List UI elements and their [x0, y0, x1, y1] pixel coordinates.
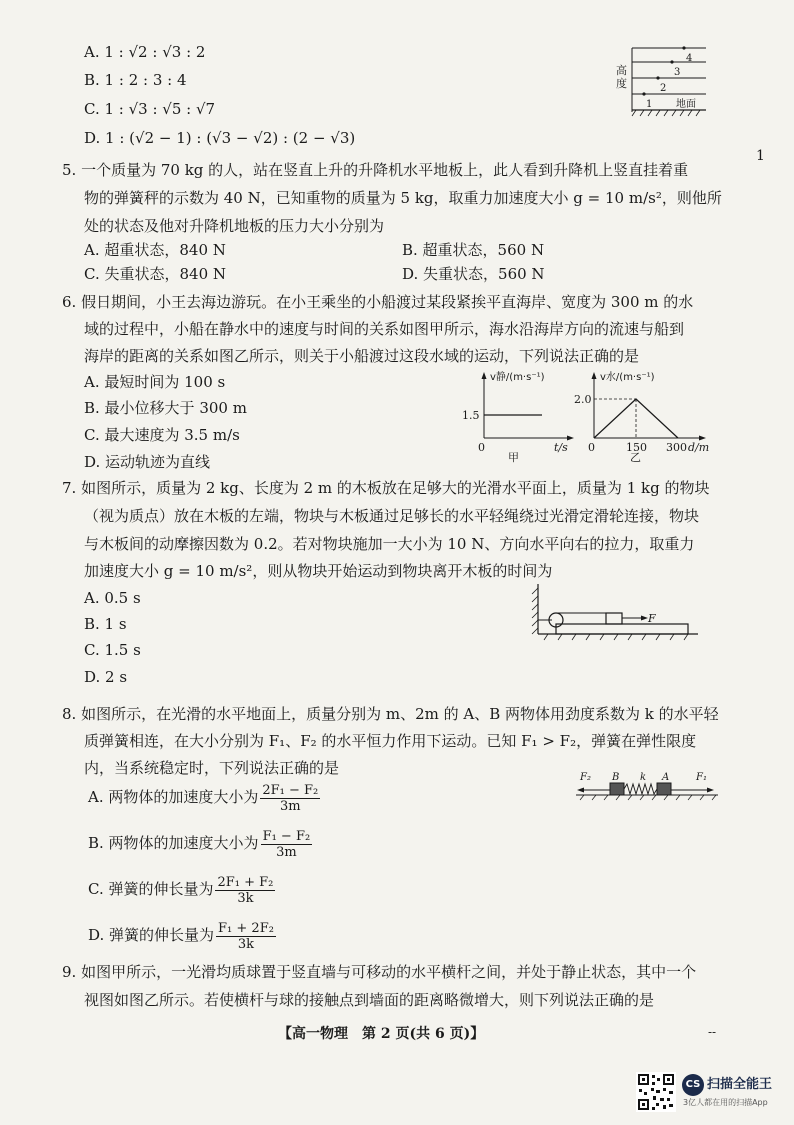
scanner-title: 扫描全能王	[707, 1077, 773, 1092]
q6-yi-peak-label: 2.0	[574, 393, 592, 406]
q8-option-c-den: 3k	[237, 890, 254, 906]
q8-option-c	[88, 872, 277, 906]
q7-option-c: C. 1.5 s	[84, 641, 141, 659]
q6-line-2: 域的过程中，小船在静水中的速度与时间的关系如图甲所示，海水沿海岸方向的流速与船到	[84, 320, 685, 338]
q8-option-d	[88, 918, 278, 952]
q6-jia-caption: 甲	[508, 451, 519, 464]
q6-yi-origin: 0	[588, 441, 595, 454]
q4-vertical-label-2: 度	[616, 77, 627, 90]
q8-line-2: 质弹簧相连，在大小分别为 F₁、F₂ 的水平恒力作用下运动。已知 F₁ > F₂，弹簧在弹性限度	[84, 732, 697, 750]
q4-height-figure	[614, 40, 720, 122]
q4-level-1: 1	[646, 99, 653, 110]
q8-f2-label: F₂	[580, 772, 591, 783]
q6-option-d: D. 运动轨迹为直线	[84, 453, 211, 471]
q8-option-d-prefix: D. 弹簧的伸长量为	[88, 926, 215, 944]
q4-vertical-label-1: 高	[616, 64, 627, 77]
q4-option-a: A. 1 : √2 : √3 : 2	[84, 43, 206, 61]
q7-force-label: F	[648, 612, 656, 625]
q7-block	[606, 613, 622, 624]
q4-ground-label: 地面	[676, 99, 696, 110]
q5-option-b: B. 超重状态，560 N	[402, 241, 545, 259]
q8-option-b-num: F₁ − F₂	[262, 828, 311, 844]
q8-option-c-fraction	[215, 875, 275, 906]
page-footer: 【高一物理 第 2 页(共 6 页)】	[278, 1026, 485, 1042]
q7-pulley-figure	[528, 582, 700, 642]
q8-b-label: B	[612, 772, 620, 783]
q5-option-d: D. 失重状态，560 N	[402, 265, 545, 283]
q7-option-d: D. 2 s	[84, 668, 128, 686]
q8-option-a-fraction	[260, 783, 320, 814]
q8-a-label: A	[662, 772, 670, 783]
camscanner-badge-icon: CS	[682, 1074, 704, 1096]
q6-option-a: A. 最短时间为 100 s	[84, 373, 226, 391]
q6-figure-yi	[574, 368, 714, 464]
q7-option-b: B. 1 s	[84, 615, 127, 633]
margin-mark: 1	[756, 148, 765, 164]
q8-option-c-prefix: C. 弹簧的伸长量为	[88, 880, 214, 898]
footer-dash: --	[708, 1025, 717, 1039]
q7-line-3: 与木板间的动摩擦因数为 0.2。若对物块施加一大小为 10 N、方向水平向右的拉力，取重力	[84, 535, 695, 553]
q6-option-c: C. 最大速度为 3.5 m/s	[84, 426, 240, 444]
q5-option-c: C. 失重状态，840 N	[84, 265, 227, 283]
q6-yi-x-mid: 150	[626, 441, 647, 454]
q8-option-d-den: 3k	[237, 936, 255, 952]
q4-option-d: D. 1 : (√2 − 1) : (√3 − √2) : (2 − √3)	[84, 129, 356, 147]
q6-figure-jia	[458, 368, 578, 464]
q8-line-1: 8. 如图所示，在光滑的水平地面上，质量分别为 m、2m 的 A、B 两物体用劲度系数为 k 的水平轻	[62, 705, 719, 723]
scanner-subtitle: 3亿人都在用的扫描App	[683, 1098, 768, 1107]
q8-block-a	[657, 783, 671, 795]
q6-yi-caption: 乙	[630, 451, 641, 464]
q8-option-a-num: 2F₁ − F₂	[262, 782, 319, 798]
q7-option-a: A. 0.5 s	[84, 589, 141, 607]
q7-board	[556, 624, 688, 634]
q8-option-d-num: F₁ + 2F₂	[218, 920, 274, 936]
q4-level-4: 4	[686, 53, 693, 64]
q6-line-3: 海岸的距离的关系如图乙所示，则关于小船渡过这段水域的运动，下列说法正确的是	[84, 347, 640, 365]
q8-option-b-fraction	[261, 829, 313, 860]
q9-line-1: 9. 如图甲所示，一光滑均质球置于竖直墙与可移动的水平横杆之间，并处于静止状态，其中一个	[62, 963, 697, 981]
q6-line-1: 6. 假日期间，小王去海边游玩。在小王乘坐的小船渡过某段紧挨平直海岸、宽度为 300 m 的水	[62, 293, 694, 311]
q5-line-1: 5. 一个质量为 70 kg 的人，站在竖直上升的升降机水平地板上，此人看到升降机上竖直挂着重	[62, 161, 689, 179]
q8-option-a	[88, 780, 322, 814]
q6-option-b: B. 最小位移大于 300 m	[84, 399, 247, 417]
q5-line-3: 处的状态及他对升降机地板的压力大小分别为	[84, 217, 385, 235]
q8-spring-figure	[574, 768, 720, 802]
q5-line-2: 物的弹簧秤的示数为 40 N，已知重物的质量为 5 kg，取重力加速度大小 g = 10 m/s²，则他所	[84, 189, 722, 207]
q6-jia-value-label: 1.5	[462, 409, 480, 422]
q8-option-d-fraction	[216, 921, 276, 952]
q4-option-c: C. 1 : √3 : √5 : √7	[84, 100, 216, 118]
q8-f1-label: F₁	[696, 772, 707, 783]
q8-option-b	[88, 826, 314, 860]
q6-yi-ylabel: v水/(m·s⁻¹)	[600, 372, 655, 383]
q9-line-2: 视图如图乙所示。若使横杆与球的接触点到墙面的距离略微增大，则下列说法正确的是	[84, 991, 655, 1009]
q6-yi-x-end: 300	[666, 441, 687, 454]
q8-option-b-prefix: B. 两物体的加速度大小为	[88, 834, 259, 852]
q7-line-4: 加速度大小 g = 10 m/s²，则从物块开始运动到物块离开木板的时间为	[84, 562, 553, 580]
q8-spring	[624, 784, 657, 794]
q7-line-1: 7. 如图所示，质量为 2 kg、长度为 2 m 的木板放在足够大的光滑水平面上，质量为 1 kg 的物块	[62, 479, 710, 497]
q6-jia-xlabel: t/s	[554, 441, 568, 454]
q8-k-label: k	[640, 772, 647, 783]
q8-option-c-num: 2F₁ + F₂	[217, 874, 274, 890]
q8-line-3: 内，当系统稳定时，下列说法正确的是	[84, 759, 340, 777]
q8-block-b	[610, 783, 624, 795]
q6-jia-ylabel: v静/(m·s⁻¹)	[490, 372, 545, 383]
q6-jia-origin: 0	[478, 441, 485, 454]
q8-option-b-den: 3m	[276, 844, 297, 860]
q4-option-b: B. 1 : 2 : 3 : 4	[84, 71, 187, 89]
q8-option-a-den: 3m	[280, 798, 301, 814]
q7-line-2: （视为质点）放在木板的左端，物块与木板通过足够长的水平轻绳绕过光滑定滑轮连接，物块	[84, 507, 700, 525]
q5-option-a: A. 超重状态，840 N	[84, 241, 226, 259]
q8-option-a-prefix: A. 两物体的加速度大小为	[88, 788, 259, 806]
qr-code-icon	[636, 1072, 676, 1112]
q6-yi-xlabel: d/m	[688, 441, 710, 454]
q4-level-2: 2	[660, 83, 667, 94]
q4-level-3: 3	[674, 67, 681, 78]
